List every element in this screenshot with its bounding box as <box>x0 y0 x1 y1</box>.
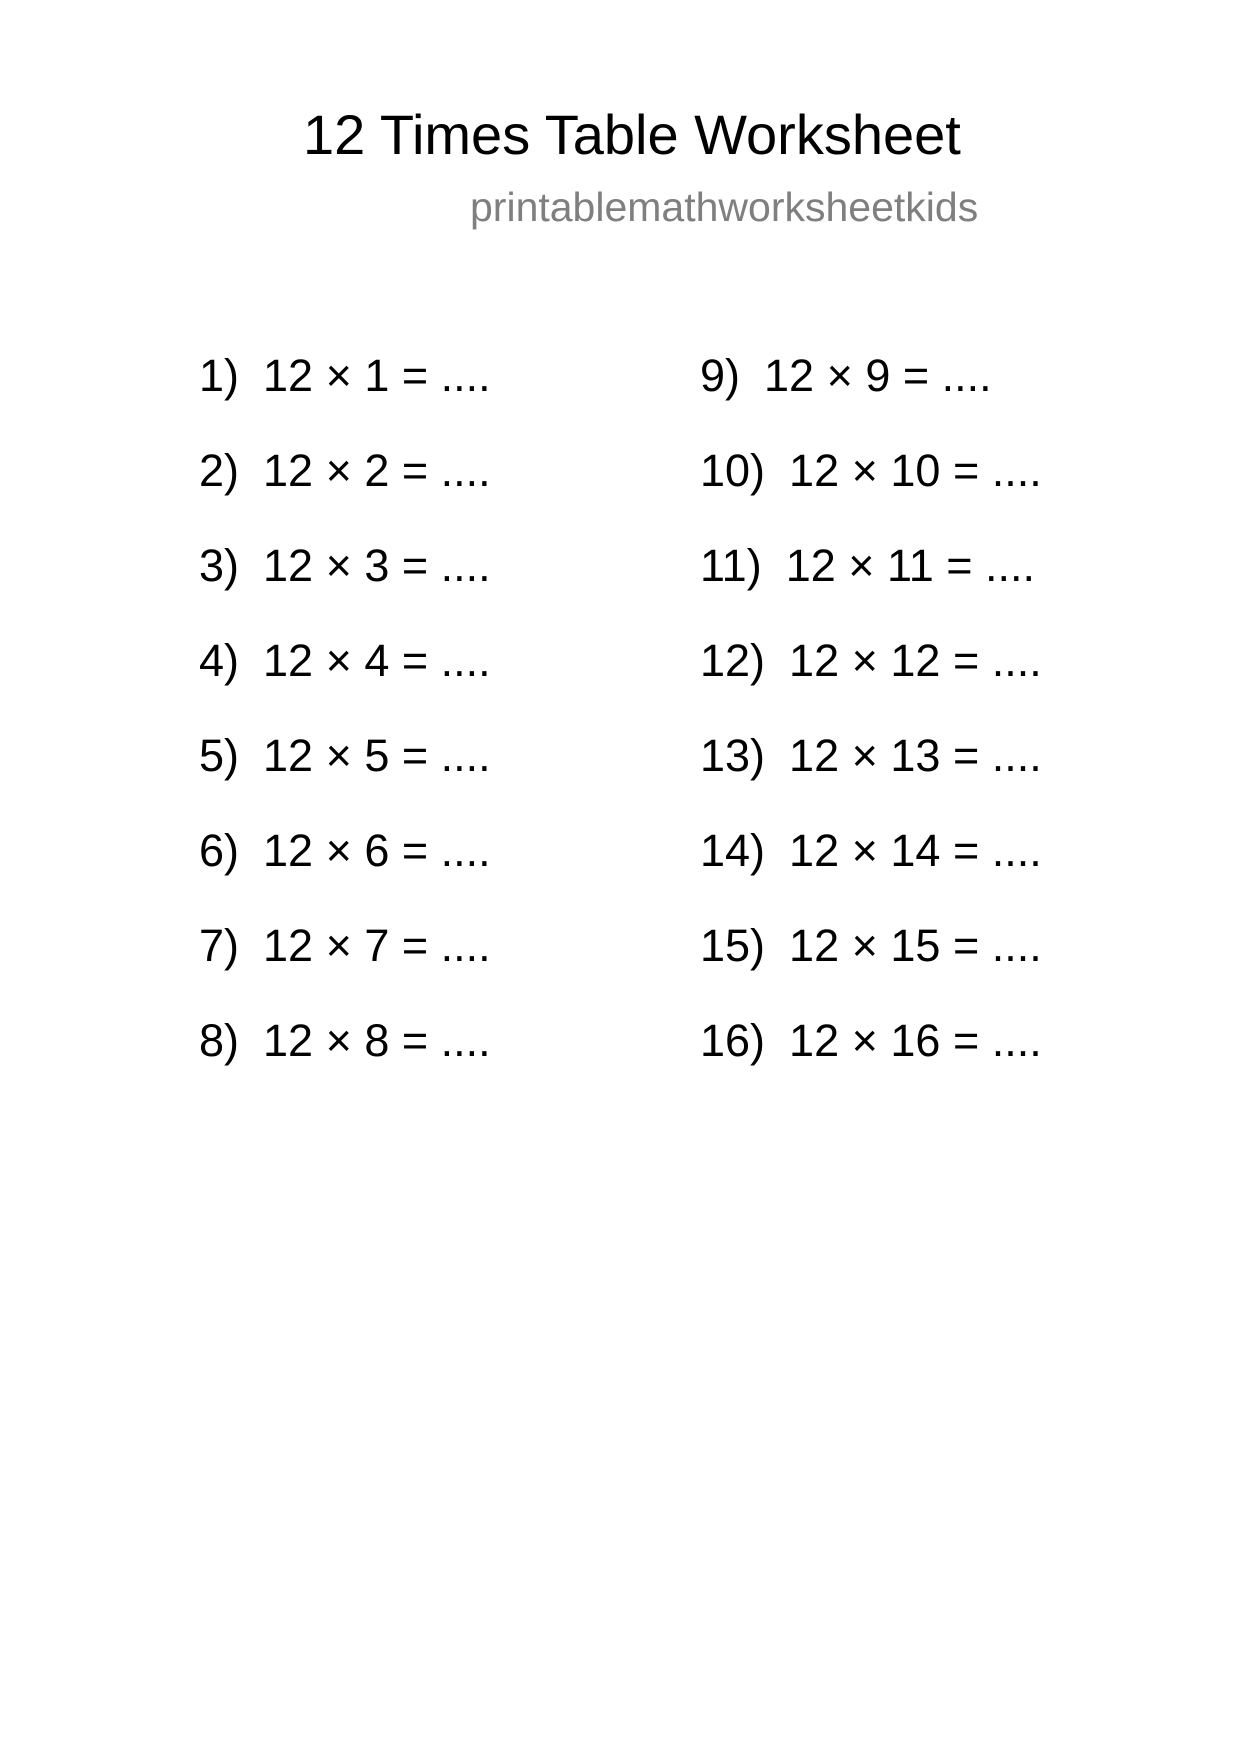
problem-item <box>700 352 1042 447</box>
problem-expression: 12 × 4 = .... <box>263 635 491 686</box>
problem-item <box>700 1017 1042 1112</box>
problem-column-right <box>700 352 1042 1112</box>
problem-number: 2) <box>199 445 240 496</box>
page-subtitle: printablemathworksheetkids <box>470 184 979 230</box>
problem-item <box>700 827 1042 922</box>
problem-number: 9) <box>700 350 741 401</box>
problem-number: 15) <box>700 920 766 971</box>
problem-number: 16) <box>700 1015 766 1066</box>
problem-item <box>199 922 491 1017</box>
problem-item <box>199 447 491 542</box>
problem-number: 14) <box>700 825 766 876</box>
problem-expression: 12 × 16 = .... <box>789 1015 1042 1066</box>
problem-item <box>199 1017 491 1112</box>
page-title: 12 Times Table Worksheet <box>303 103 961 166</box>
problem-expression: 12 × 11 = .... <box>785 540 1036 591</box>
problem-expression: 12 × 15 = .... <box>789 920 1042 971</box>
problem-item <box>199 542 491 637</box>
problem-item <box>700 732 1042 827</box>
problem-expression: 12 × 14 = .... <box>789 825 1042 876</box>
problem-item <box>199 637 491 732</box>
problem-number: 12) <box>700 635 766 686</box>
problem-expression: 12 × 10 = .... <box>789 445 1042 496</box>
problem-expression: 12 × 7 = .... <box>263 920 491 971</box>
problem-expression: 12 × 1 = .... <box>263 350 491 401</box>
problem-item <box>199 352 491 447</box>
problem-number: 6) <box>199 825 240 876</box>
problem-number: 10) <box>700 445 766 496</box>
problem-item <box>199 732 491 827</box>
problem-number: 3) <box>199 540 240 591</box>
problem-item <box>199 827 491 922</box>
problem-item <box>700 447 1042 542</box>
problem-item <box>700 542 1042 637</box>
problem-expression: 12 × 3 = .... <box>263 540 491 591</box>
problem-expression: 12 × 6 = .... <box>263 825 491 876</box>
problem-number: 13) <box>700 730 766 781</box>
problem-item <box>700 637 1042 732</box>
problem-expression: 12 × 12 = .... <box>789 635 1042 686</box>
problem-item <box>700 922 1042 1017</box>
problem-column-left <box>199 352 491 1112</box>
problem-expression: 12 × 2 = .... <box>263 445 491 496</box>
problem-number: 1) <box>199 350 240 401</box>
problem-number: 11) <box>700 540 762 591</box>
problem-number: 7) <box>199 920 240 971</box>
problem-number: 4) <box>199 635 240 686</box>
problem-expression: 12 × 5 = .... <box>263 730 491 781</box>
problem-expression: 12 × 9 = .... <box>764 350 992 401</box>
problem-number: 8) <box>199 1015 240 1066</box>
problem-number: 5) <box>199 730 240 781</box>
problem-expression: 12 × 8 = .... <box>263 1015 491 1066</box>
problem-expression: 12 × 13 = .... <box>789 730 1042 781</box>
